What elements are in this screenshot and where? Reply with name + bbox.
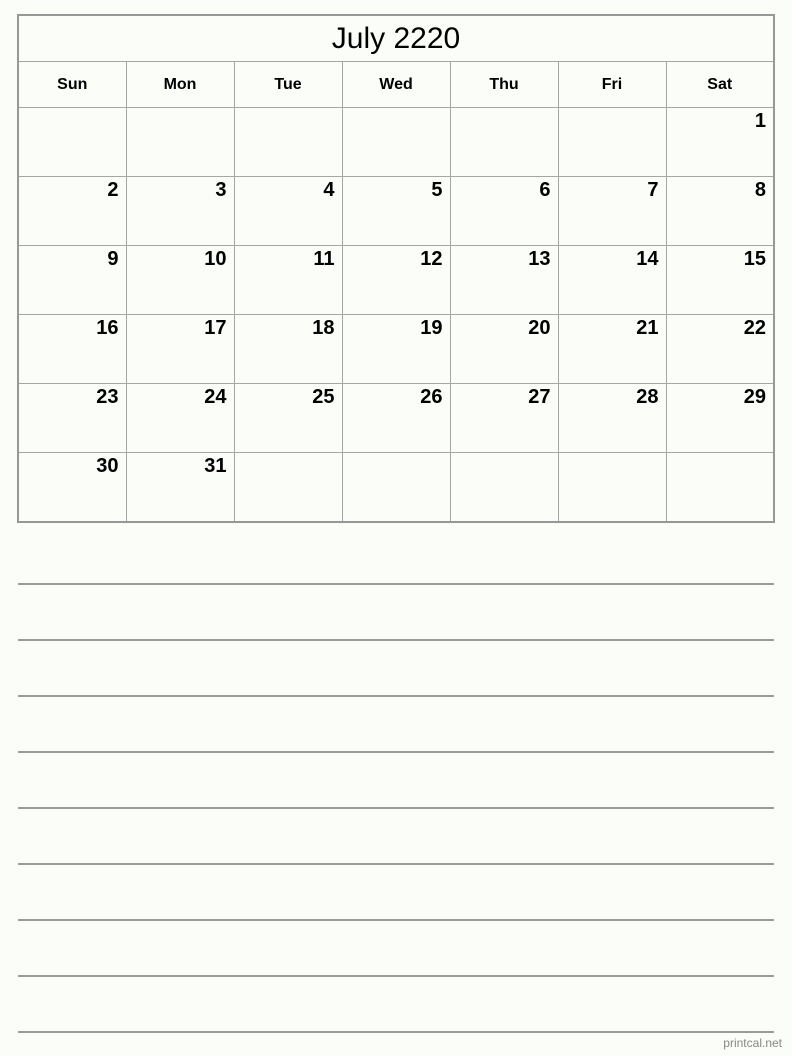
date-cell-jul-17: 17 xyxy=(126,315,234,384)
date-cell xyxy=(234,108,342,177)
date-cell-jul-29: 29 xyxy=(666,384,774,453)
day-header-thu: Thu xyxy=(450,62,558,108)
day-header-mon: Mon xyxy=(126,62,234,108)
week-row-2 xyxy=(18,177,774,246)
date-cell xyxy=(342,108,450,177)
date-cell-jul-2: 2 xyxy=(18,177,126,246)
date-cell-jul-10: 10 xyxy=(126,246,234,315)
date-cell-jul-11: 11 xyxy=(234,246,342,315)
date-cell-jul-21: 21 xyxy=(558,315,666,384)
date-cell-jul-27: 27 xyxy=(450,384,558,453)
date-cell xyxy=(450,108,558,177)
date-cell xyxy=(558,453,666,523)
day-header-sun: Sun xyxy=(18,62,126,108)
date-cell xyxy=(666,453,774,523)
date-cell xyxy=(558,108,666,177)
note-line xyxy=(18,1031,774,1033)
site-credit: printcal.net xyxy=(723,1036,782,1050)
date-cell-jul-28: 28 xyxy=(558,384,666,453)
date-cell-jul-1: 1 xyxy=(666,108,774,177)
date-cell-jul-9: 9 xyxy=(18,246,126,315)
date-cell-jul-16: 16 xyxy=(18,315,126,384)
day-header-sat: Sat xyxy=(666,62,774,108)
week-row-5 xyxy=(18,384,774,453)
date-cell xyxy=(342,453,450,523)
date-cell-jul-18: 18 xyxy=(234,315,342,384)
date-cell-jul-25: 25 xyxy=(234,384,342,453)
note-line xyxy=(18,975,774,977)
date-cell-jul-22: 22 xyxy=(666,315,774,384)
note-line xyxy=(18,919,774,921)
date-cell-jul-26: 26 xyxy=(342,384,450,453)
note-line xyxy=(18,583,774,585)
day-header-fri: Fri xyxy=(558,62,666,108)
note-line xyxy=(18,639,774,641)
note-line xyxy=(18,807,774,809)
date-cell-jul-20: 20 xyxy=(450,315,558,384)
note-line xyxy=(18,695,774,697)
week-row-1 xyxy=(18,108,774,177)
week-row-6 xyxy=(18,453,774,523)
date-cell-jul-5: 5 xyxy=(342,177,450,246)
day-header-tue: Tue xyxy=(234,62,342,108)
date-cell-jul-6: 6 xyxy=(450,177,558,246)
date-cell-jul-4: 4 xyxy=(234,177,342,246)
date-cell-jul-13: 13 xyxy=(450,246,558,315)
date-cell-jul-19: 19 xyxy=(342,315,450,384)
date-cell-jul-31: 31 xyxy=(126,453,234,523)
date-cell-jul-8: 8 xyxy=(666,177,774,246)
week-row-4 xyxy=(18,315,774,384)
day-header-wed: Wed xyxy=(342,62,450,108)
date-cell-jul-14: 14 xyxy=(558,246,666,315)
day-header-row xyxy=(18,62,774,108)
date-cell xyxy=(234,453,342,523)
date-cell xyxy=(450,453,558,523)
date-cell-jul-12: 12 xyxy=(342,246,450,315)
date-cell-jul-15: 15 xyxy=(666,246,774,315)
date-cell-jul-30: 30 xyxy=(18,453,126,523)
week-row-3 xyxy=(18,246,774,315)
date-cell-jul-23: 23 xyxy=(18,384,126,453)
date-cell-jul-3: 3 xyxy=(126,177,234,246)
calendar-grid xyxy=(17,14,775,523)
date-cell xyxy=(126,108,234,177)
note-line xyxy=(18,863,774,865)
date-cell-jul-24: 24 xyxy=(126,384,234,453)
date-cell-jul-7: 7 xyxy=(558,177,666,246)
date-cell xyxy=(18,108,126,177)
calendar-title-row xyxy=(18,15,774,62)
calendar-title: July 2220 xyxy=(18,15,774,62)
note-line xyxy=(18,751,774,753)
